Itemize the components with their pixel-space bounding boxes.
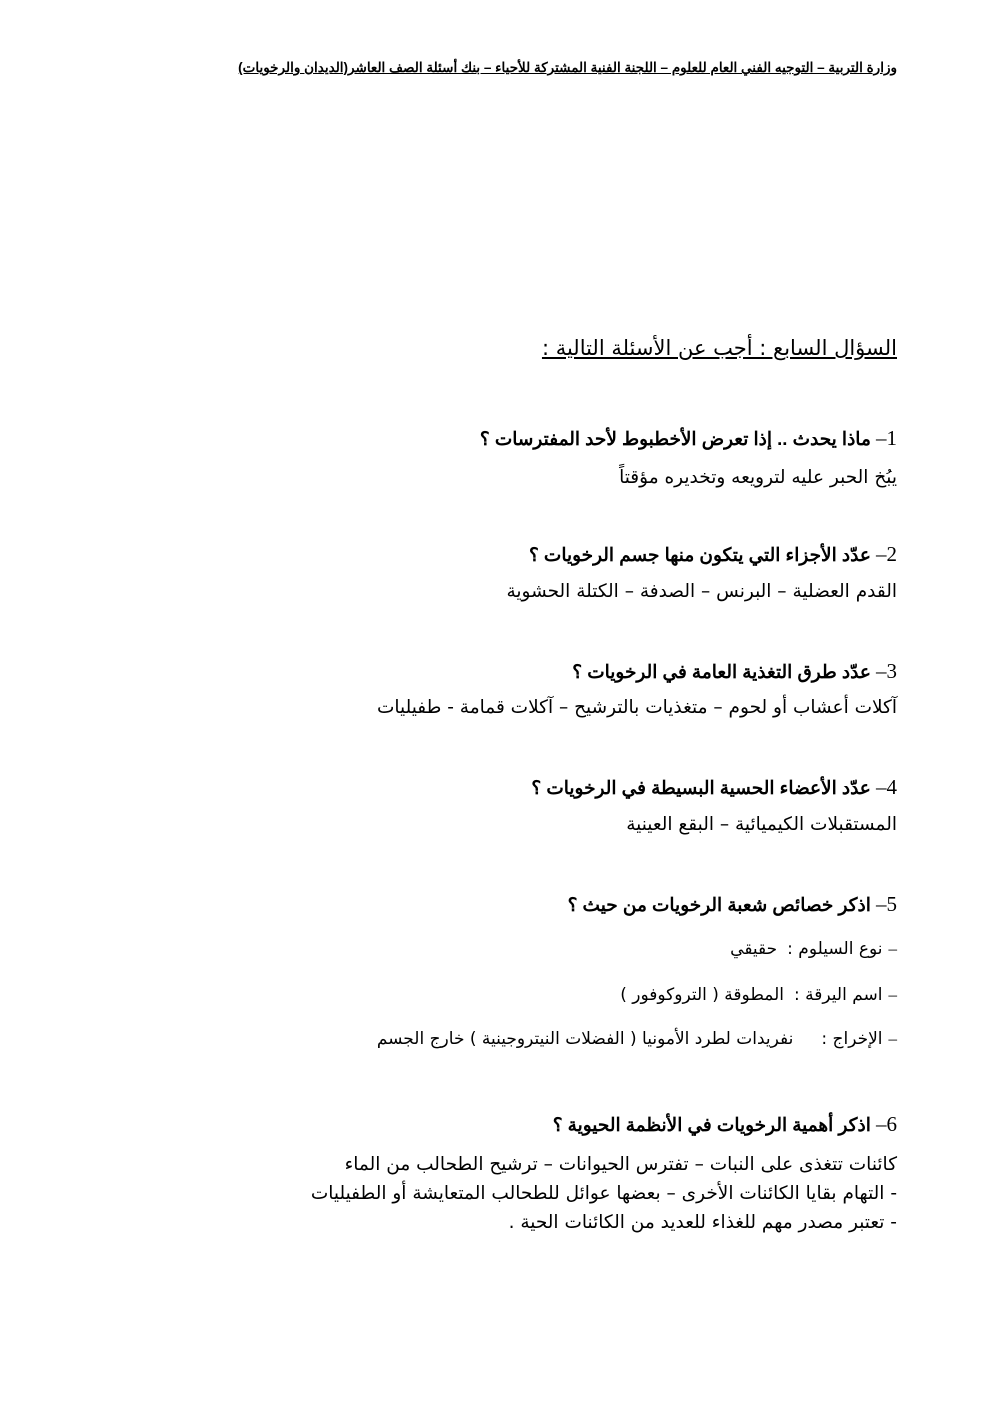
bullet-item	[95, 981, 897, 1009]
question-dash: –	[876, 659, 887, 683]
question-2	[95, 540, 897, 569]
question-5	[95, 890, 897, 919]
answer-6	[95, 1150, 897, 1237]
answer-2: القدم العضلية – البرنس – الصدفة – الكتلة الحشوية	[506, 581, 897, 602]
bullet-label: نوع السيلوم :	[787, 939, 883, 959]
section-title: السؤال السابع : أجب عن الأسئلة التالية :	[541, 336, 897, 360]
question-text: عدّد طرق التغذية العامة في الرخويات ؟	[572, 661, 871, 682]
bullet-label: اسم اليرقة :	[794, 985, 883, 1005]
question-number: 2	[886, 542, 897, 566]
question-4	[95, 773, 897, 802]
question-dash: –	[876, 542, 887, 566]
question-number: 6	[886, 1112, 897, 1136]
bullet-value: المطوقة ( التروكوفور )	[620, 985, 785, 1005]
question-number: 5	[886, 892, 897, 916]
answer-4: المستقبلات الكيميائية – البقع العينية	[626, 814, 897, 835]
question-1	[95, 424, 897, 453]
question-number: 4	[886, 775, 897, 799]
question-text: اذكر خصائص شعبة الرخويات من حيث ؟	[567, 894, 871, 915]
question-dash: –	[876, 892, 887, 916]
question-number: 3	[886, 659, 897, 683]
question-text: عدّد الأعضاء الحسية البسيطة في الرخويات ؟	[531, 777, 871, 798]
answer-line: - التهام بقايا الكائنات الأخرى – بعضها عوائل للطحالب المتعايشة أو الطفيليات	[310, 1183, 897, 1204]
bullet-dash: –	[888, 939, 897, 958]
question-text: عدّد الأجزاء التي يتكون منها جسم الرخويات ؟	[528, 544, 871, 565]
bullet-value: حقيقي	[730, 939, 778, 959]
question-text: اذكر أهمية الرخويات في الأنظمة الحيوية ؟	[552, 1114, 871, 1135]
bullet-item	[95, 1025, 897, 1053]
question-text: ماذا يحدث .. إذا تعرض الأخطبوط لأحد المفترسات ؟	[479, 428, 871, 449]
bullet-dash: –	[888, 985, 897, 1004]
answer-1: يبُخ الحبر عليه لترويعه وتخديره مؤقتاً	[619, 467, 897, 488]
question-dash: –	[876, 1112, 887, 1136]
question-dash: –	[876, 426, 887, 450]
bullet-dash: –	[888, 1029, 897, 1048]
answer-3: آكلات أعشاب أو لحوم – متغذيات بالترشيح – آكلات قمامة - طفيليات	[376, 697, 897, 718]
question-dash: –	[876, 775, 887, 799]
answer-line: - تعتبر مصدر مهم للغذاء للعديد من الكائنات الحية .	[508, 1212, 897, 1233]
bullet-label: الإخراج :	[821, 1029, 883, 1049]
question-3	[95, 657, 897, 686]
answer-line: كائنات تتغذى على النبات – تفترس الحيوانات – ترشيح الطحالب من الماء	[344, 1154, 897, 1175]
bullet-value: نفريدات لطرد الأمونيا ( الفضلات النيتروجينية ) خارج الجسم	[376, 1029, 794, 1049]
question-6	[95, 1110, 897, 1139]
question-number: 1	[886, 426, 897, 450]
bullet-item	[95, 935, 897, 963]
page-header: وزارة التربية – التوجيه الفني العام للعلوم – اللجنة الفنية المشتركة للأحياء – بنك أسئلة الصف العاشر(الديدان والرخويات)	[238, 60, 897, 75]
